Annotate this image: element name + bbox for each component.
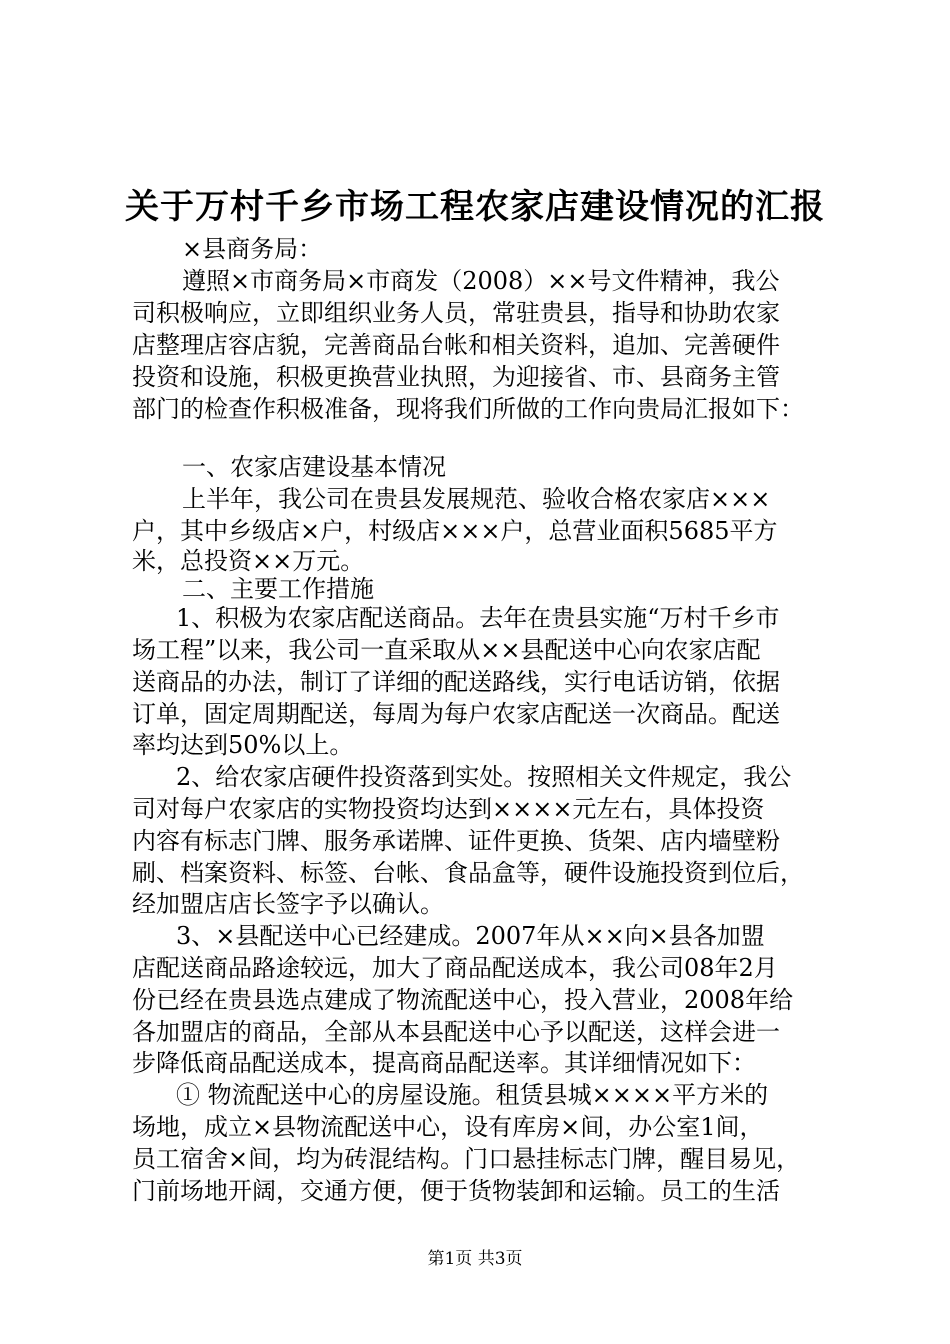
body-line: 店配送商品路途较远，加大了商品配送成本，我公司08年2月 xyxy=(132,954,778,982)
body-line: 遵照×市商务局×市商发（2008）××号文件精神，我公 xyxy=(182,267,780,295)
section-heading: 一、农家店建设基本情况 xyxy=(182,453,446,481)
body-line: 内容有标志门牌、服务承诺牌、证件更换、货架、店内墙壁粉 xyxy=(132,827,780,855)
body-line: 投资和设施，积极更换营业执照，为迎接省、市、县商务主管 xyxy=(132,363,780,391)
body-line: 户，其中乡级店×户，村级店×××户，总营业面积5685平方 xyxy=(132,517,778,545)
body-line: 场地，成立×县物流配送中心，设有库房×间，办公室1间， xyxy=(132,1113,764,1141)
body-line: 部门的检查作积极准备，现将我们所做的工作向贵局汇报如下： xyxy=(132,395,804,423)
body-line: 送商品的办法，制订了详细的配送路线，实行电话访销，依据 xyxy=(132,668,780,696)
body-line: 司对每户农家店的实物投资均达到××××元左右，具体投资 xyxy=(132,795,765,823)
addressee-line: ×县商务局： xyxy=(182,235,323,263)
body-line: 份已经在贵县选点建成了物流配送中心，投入营业，2008年给 xyxy=(132,986,794,1014)
body-line: ① 物流配送中心的房屋设施。租赁县城××××平方米的 xyxy=(176,1081,769,1109)
section-heading: 二、主要工作措施 xyxy=(182,575,374,603)
body-line: 3、×县配送中心已经建成。2007年从××向×县各加盟 xyxy=(176,922,765,950)
body-line: 2、给农家店硬件投资落到实处。按照相关文件规定，我公 xyxy=(176,763,792,791)
body-line: 订单，固定周期配送，每周为每户农家店配送一次商品。配送 xyxy=(132,700,780,728)
body-line: 率均达到50%以上。 xyxy=(132,731,354,759)
body-line: 司积极响应，立即组织业务人员，常驻贵县，指导和协助农家 xyxy=(132,299,780,327)
page-number-footer: 第1页 共3页 xyxy=(427,1249,523,1269)
body-line: 上半年，我公司在贵县发展规范、验收合格农家店××× xyxy=(182,485,771,513)
body-line: 米，总投资××万元。 xyxy=(132,547,365,575)
body-line: 各加盟店的商品，全部从本县配送中心予以配送，这样会进一 xyxy=(132,1018,780,1046)
body-line: 场工程”以来，我公司一直采取从××县配送中心向农家店配 xyxy=(132,636,761,664)
body-line: 店整理店容店貌，完善商品台帐和相关资料，追加、完善硬件 xyxy=(132,331,780,359)
document-title: 关于万村千乡市场工程农家店建设情况的汇报 xyxy=(125,187,825,227)
body-line: 经加盟店店长签字予以确认。 xyxy=(132,890,444,918)
body-line: 员工宿舍×间，均为砖混结构。门口悬挂标志门牌，醒目易见， xyxy=(132,1145,801,1173)
body-line: 步降低商品配送成本，提高商品配送率。其详细情况如下： xyxy=(132,1049,756,1077)
body-line: 刷、档案资料、标签、台帐、食品盒等，硬件设施投资到位后， xyxy=(132,859,804,887)
body-line: 1、积极为农家店配送商品。去年在贵县实施“万村千乡市 xyxy=(176,604,780,632)
body-line: 门前场地开阔，交通方便，便于货物装卸和运输。员工的生活 xyxy=(132,1177,780,1205)
